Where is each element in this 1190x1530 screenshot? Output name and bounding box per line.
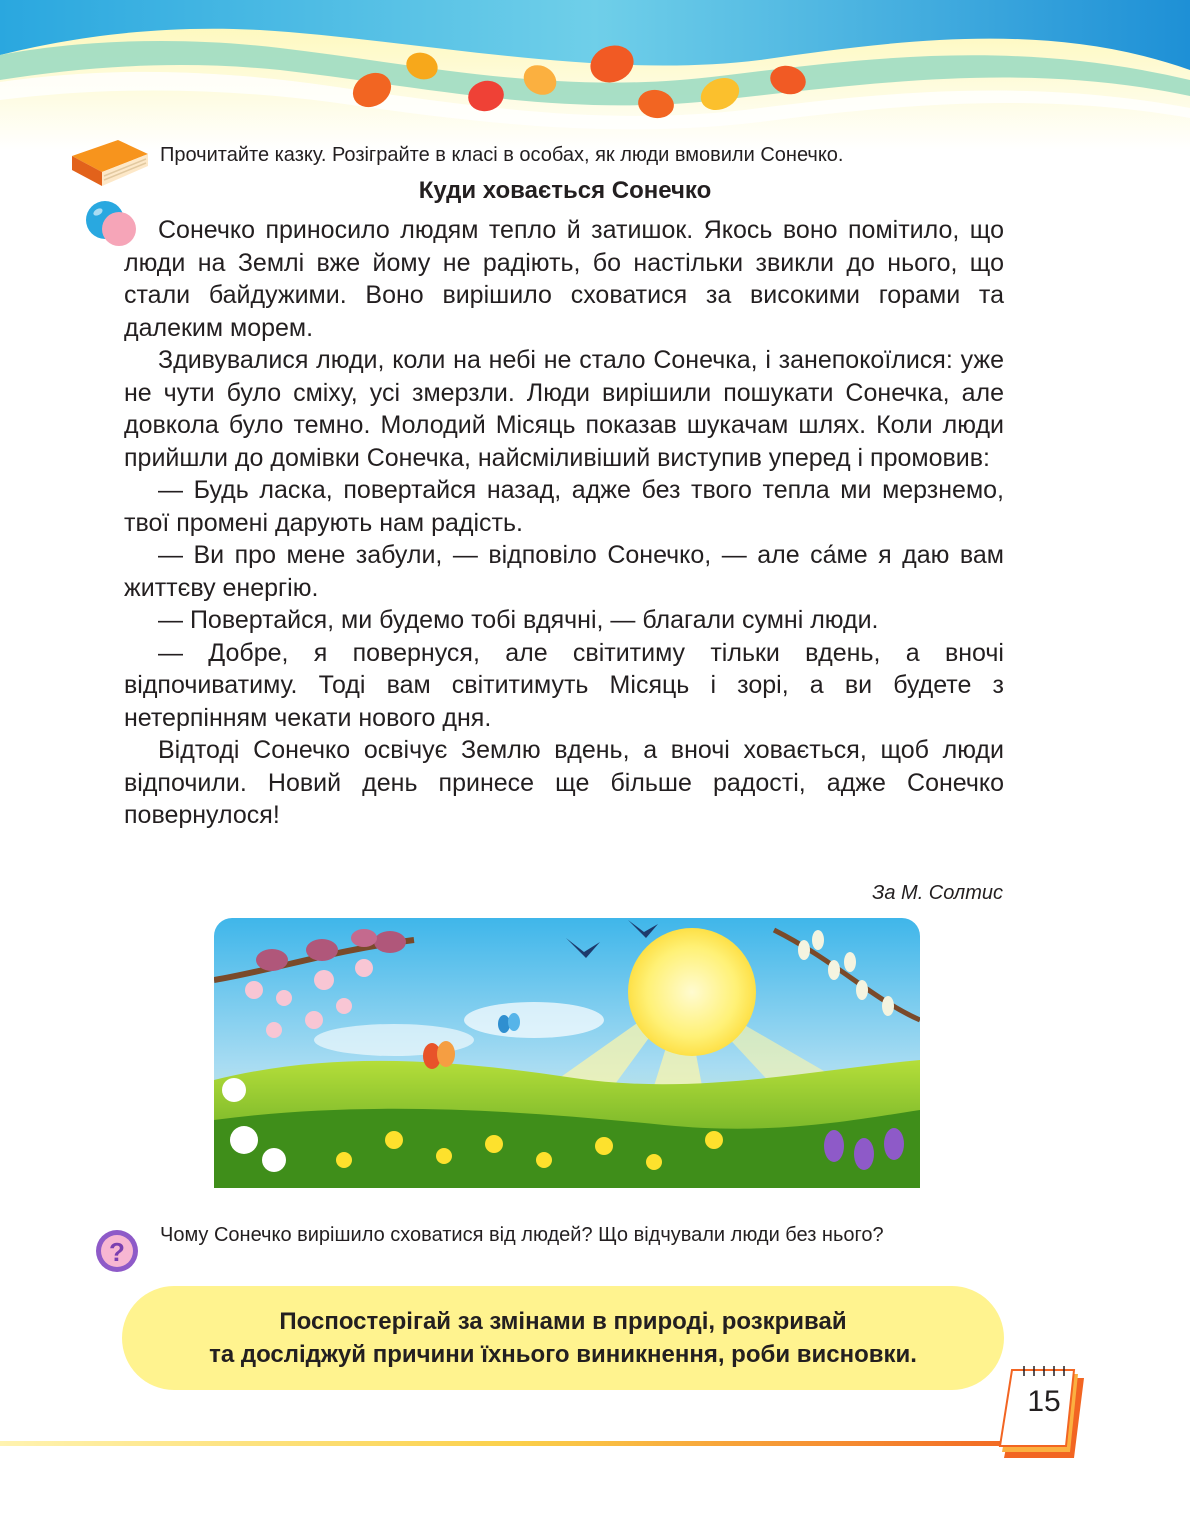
header-wave-decoration — [0, 0, 1190, 150]
conclusion-line-1: Поспостерігай за змінами в природі, розкривай — [279, 1308, 847, 1335]
question-mark-icon — [94, 1226, 140, 1276]
story-text — [124, 214, 1004, 832]
bottom-gradient-line — [0, 1438, 1030, 1448]
spring-meadow-illustration — [214, 910, 920, 1194]
page-number: 15 — [1027, 1385, 1061, 1418]
sun-icon — [628, 928, 756, 1056]
story-paragraph: Здивувалися люди, коли на небі не стало Сонечка, і занепокоїлися: уже не чути було сміху, усі змерзли. Люди вирішили пошукати Сонечка, але довкола було темно. Молодий Місяць показав шукачам шлях. Коли люди прийшли до домівки Сонечка, найсміливіший виступив уперед і промовив: — [124, 346, 1004, 472]
comprehension-question: Чому Сонечко вирішило сховатися від людей? Що відчували люди без нього? — [160, 1224, 884, 1246]
story-paragraph: Відтоді Сонечко освічує Землю вдень, а вночі ховається, щоб люди відпочили. Новий день принесе ще більше радості, адже Сонечко повернулося! — [124, 736, 1004, 829]
story-paragraph: — Будь ласка, повертайся назад, адже без твого тепла ми мерзнемо, твої промені дарують нам радість. — [124, 476, 1004, 537]
conclusion-banner — [122, 1286, 1004, 1390]
story-paragraph: — Ви про мене забули, — відповіло Сонечко, — але са́ме я даю вам життєву енергію. — [124, 541, 1004, 602]
conclusion-line-2: та досліджуй причини їхнього виникнення, роби висновки. — [209, 1341, 917, 1368]
story-paragraph: Сонечко приносило людям тепло й затишок. Якось воно помітило, що люди на Землі вже йому не радіють, бо настільки звикли до нього, що стали байдужими. Воно вирішило сховатися за високими горами та далеким морем. — [124, 216, 1004, 342]
story-paragraph: — Повертайся, ми будемо тобі вдячні, — благали сумні люди. — [158, 606, 879, 634]
reading-instruction: Прочитайте казку. Розіграйте в класі в особах, як люди вмовили Сонечко. — [160, 144, 844, 166]
story-title: Куди ховається Сонечко — [418, 177, 712, 204]
story-paragraph: — Добре, я повернуся, але світитиму тільки вдень, а вночі відпочиватиму. Тоді вам світитимуть Місяць і зорі, а ви будете з нетерпінням чекати нового дня. — [124, 638, 1004, 732]
story-author: За М. Солтис — [872, 882, 1003, 904]
svg-text:?: ? — [109, 1237, 125, 1267]
